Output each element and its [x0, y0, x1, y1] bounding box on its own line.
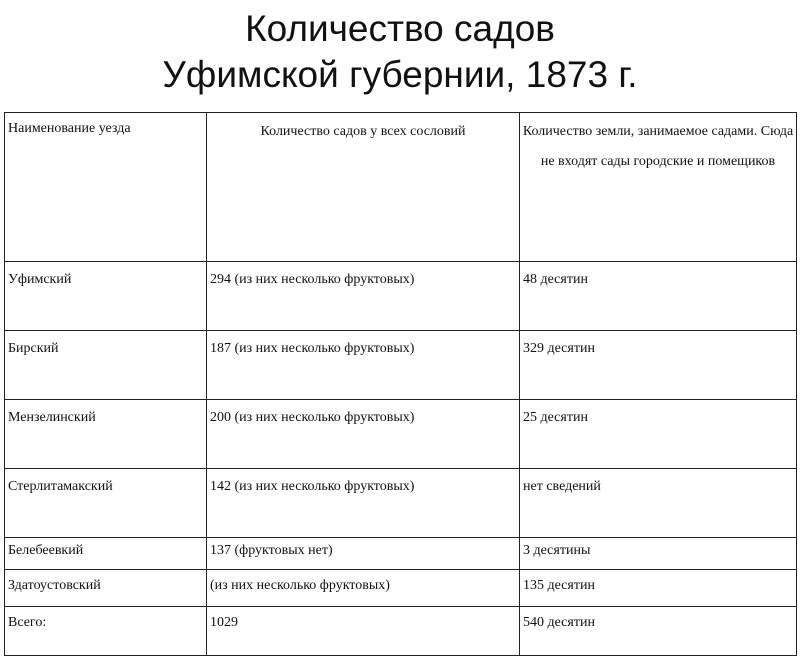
table-row	[5, 570, 797, 607]
cell-district: Здатоустовский	[5, 570, 207, 607]
cell-total-gardens: 1029	[207, 607, 520, 656]
table-row	[5, 469, 797, 538]
cell-land-area: 25 десятин	[520, 400, 797, 469]
cell-gardens-count: 187 (из них несколько фруктовых)	[207, 331, 520, 400]
table-row	[5, 262, 797, 331]
cell-district: Уфимский	[5, 262, 207, 331]
cell-gardens-count: 200 (из них несколько фруктовых)	[207, 400, 520, 469]
column-header-land-area: Количество земли, занимаемое садами. Сюда не входят сады городские и помещиков	[520, 113, 797, 262]
cell-land-area: 329 десятин	[520, 331, 797, 400]
cell-land-area: нет сведений	[520, 469, 797, 538]
title-line-2: Уфимской губернии, 1873 г.	[162, 54, 638, 95]
table-header-row	[5, 113, 797, 262]
column-header-gardens-count: Количество садов у всех сословий	[207, 113, 520, 262]
table-row	[5, 400, 797, 469]
table-row	[5, 331, 797, 400]
cell-land-area: 48 десятин	[520, 262, 797, 331]
table-row	[5, 538, 797, 570]
cell-district: Мензелинский	[5, 400, 207, 469]
cell-total-label: Всего:	[5, 607, 207, 656]
cell-land-area: 3 десятины	[520, 538, 797, 570]
cell-gardens-count: (из них несколько фруктовых)	[207, 570, 520, 607]
title-line-1: Количество садов	[245, 8, 555, 49]
table-total-row	[5, 607, 797, 656]
gardens-table	[4, 112, 797, 656]
page-title	[0, 0, 800, 98]
cell-district: Белебеевкий	[5, 538, 207, 570]
cell-land-area: 135 десятин	[520, 570, 797, 607]
column-header-district: Наименование уезда	[5, 113, 207, 262]
cell-gardens-count: 137 (фруктовых нет)	[207, 538, 520, 570]
cell-district: Бирский	[5, 331, 207, 400]
cell-total-land: 540 десятин	[520, 607, 797, 656]
cell-gardens-count: 142 (из них несколько фруктовых)	[207, 469, 520, 538]
cell-gardens-count: 294 (из них несколько фруктовых)	[207, 262, 520, 331]
cell-district: Стерлитамакский	[5, 469, 207, 538]
